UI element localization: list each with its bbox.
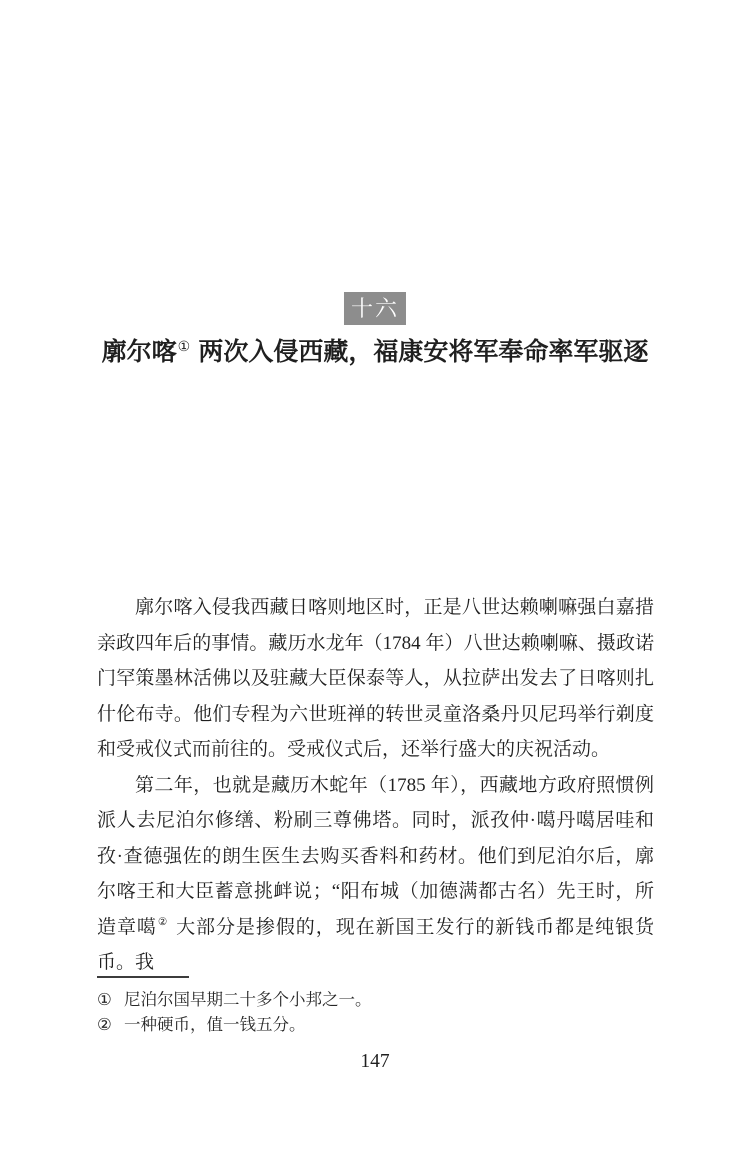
chapter-title: 廓尔喀① 两次入侵西藏，福康安将军奉命率军驱逐 — [101, 339, 649, 366]
body-text — [97, 590, 654, 981]
footnote-text: 一种硬币，值一钱五分。 — [124, 1015, 306, 1034]
footnote-text: 尼泊尔国早期二十多个小邦之一。 — [124, 990, 372, 1009]
chapter-number-badge: 十六 — [344, 292, 406, 325]
footnote-2 — [97, 1012, 654, 1037]
footnote-divider — [97, 976, 189, 978]
footnote-marker: ② — [97, 1015, 112, 1034]
footnote-area — [97, 976, 654, 1037]
paragraph-2: 第二年，也就是藏历木蛇年（1785 年），西藏地方政府照惯例派人去尼泊尔修缮、粉刷三尊佛塔。同时，派孜仲·噶丹噶居哇和孜·查德强佐的朗生医生去购买香料和药材。他们到尼泊尔后，廓尔喀王和大臣蓄意挑衅说；“阳布城（加德满都古名）先王时，所造章噶② 大部分是掺假的，现在新国王发行的新钱币都是纯银货币。我 — [97, 774, 654, 973]
paragraph-1: 廓尔喀入侵我西藏日喀则地区时，正是八世达赖喇嘛强白嘉措亲政四年后的事情。藏历水龙年（1784 年）八世达赖喇嘛、摄政诺门罕策墨林活佛以及驻藏大臣保泰等人，从拉萨出发去了日喀则扎什伦布寺。他们专程为六世班禅的转世灵童洛桑丹贝尼玛举行剃度和受戒仪式而前往的。受戒仪式后，还举行盛大的庆祝活动。 — [97, 597, 654, 760]
footnote-1 — [97, 987, 654, 1012]
page-number: 147 — [360, 1051, 390, 1072]
footnote-marker: ① — [97, 990, 112, 1009]
